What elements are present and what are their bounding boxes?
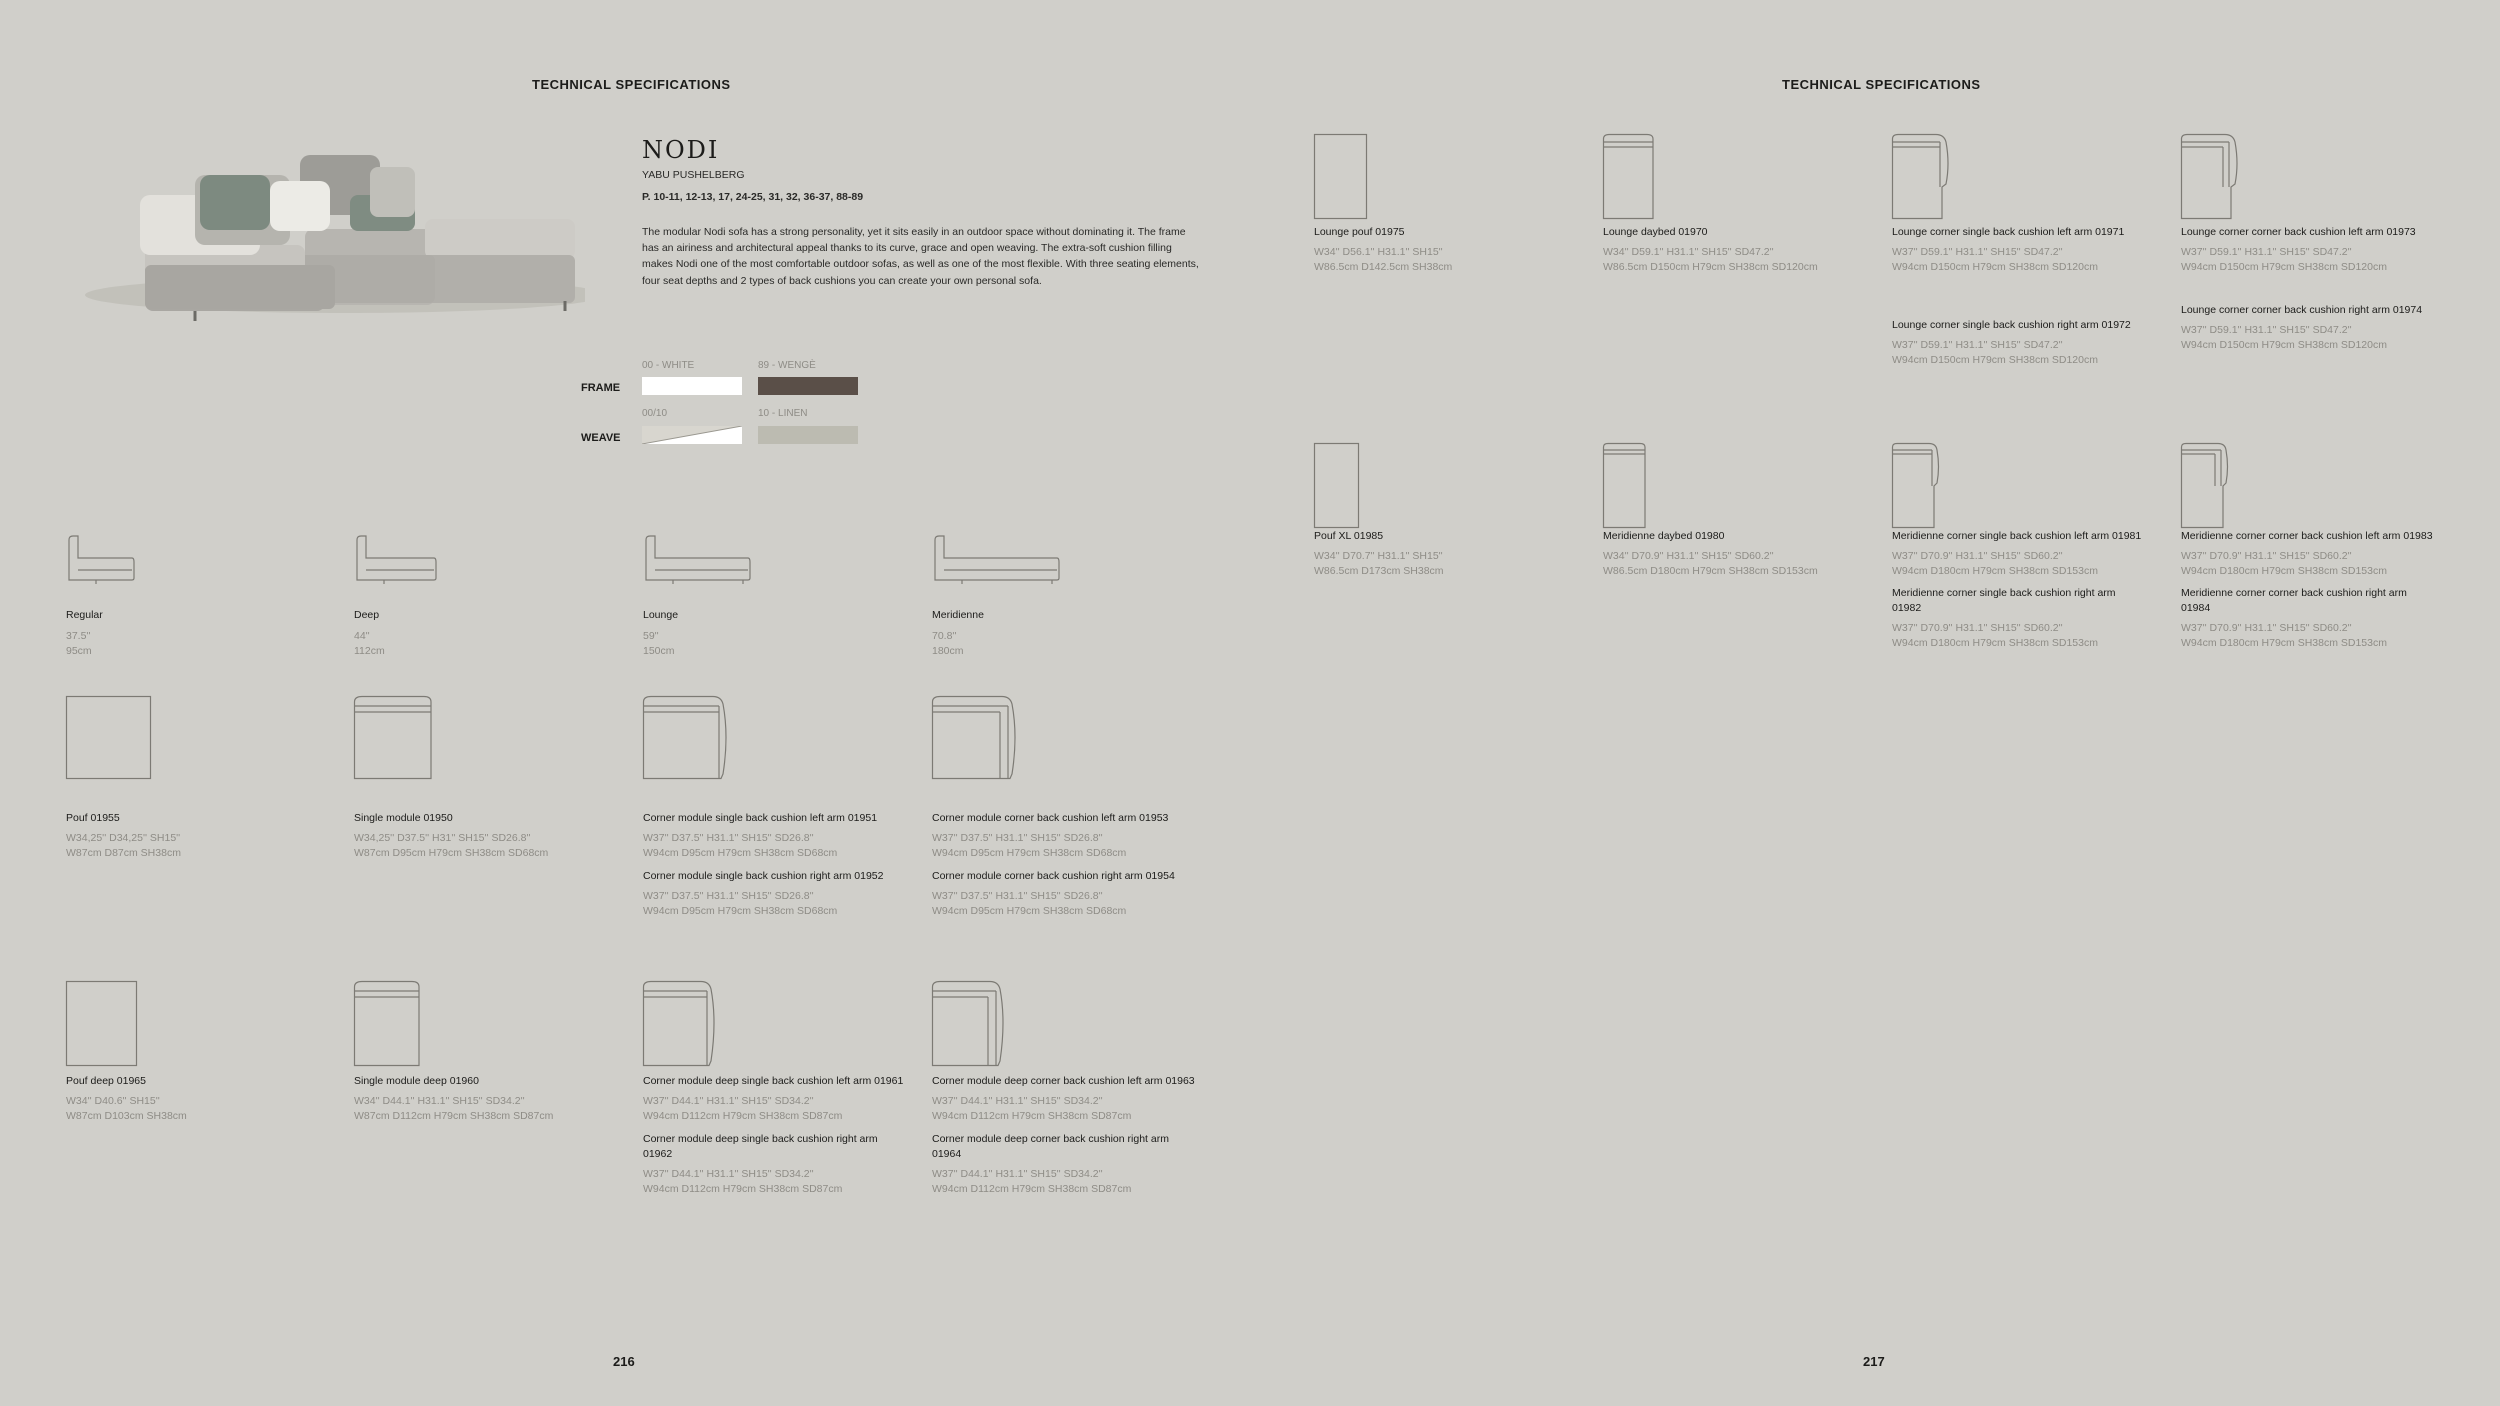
depth-meridienne: Meridienne 70.8'' 180cm: [932, 609, 984, 657]
weave-swatch-2-label: 10 - LINEN: [758, 408, 808, 419]
pouf-icon: [66, 696, 152, 780]
sofa-photo: [45, 145, 585, 325]
corner-module-01953-spec: Corner module corner back cushion left arm 01953 W37'' D37.5'' H31.1'' SH15'' SD26.8'' W94cm D95cm H79cm SH38cm SD68cm Corner module corner back cushion right arm 01954 W37'' D37.5'' H31.1'' SH15'' SD26.8'' W94cm D95cm H79cm SH38cm SD68cm: [932, 812, 1175, 917]
meridienne-corner-corner-left-icon: [2181, 443, 2233, 529]
depth-deep: Deep 44'' 112cm: [354, 609, 385, 657]
right-page-number: 217: [1863, 1354, 1885, 1369]
lounge-corner-corner-left-icon: [2181, 134, 2243, 220]
single-module-icon: [354, 696, 436, 780]
lounge-daybed-icon: [1603, 134, 1657, 220]
right-page-header: TECHNICAL SPECIFICATIONS: [1782, 77, 1981, 92]
depth-lounge: Lounge 59'' 150cm: [643, 609, 679, 657]
pouf-01955-spec: Pouf 01955 W34,25'' D34,25'' SH15'' W87cm D87cm SH38cm: [66, 812, 181, 859]
left-page-number: 216: [613, 1354, 635, 1369]
weave-label: WEAVE: [581, 432, 621, 444]
weave-swatch-1-label: 00/10: [642, 408, 668, 419]
meridienne-daybed-icon: [1603, 443, 1649, 529]
weave-swatch-linen: [758, 426, 858, 444]
pouf-xl-01985-spec: Pouf XL 01985 W34'' D70.7'' H31.1'' SH15'' W86.5cm D173cm SH38cm: [1314, 530, 1444, 577]
pouf-deep-01965-spec: Pouf deep 01965 W34'' D40.6'' SH15'' W87cm D103cm SH38cm: [66, 1075, 187, 1122]
lounge-corner-01973-spec: Lounge corner corner back cushion left arm 01973 W37'' D59.1'' H31.1'' SH15'' SD47.2'' W94cm D150cm H79cm SH38cm SD120cm Lounge corner corner back cushion right arm 01974 W37'' D59.1'' H31.1'' SH15'' SD47.2'' W94cm D150cm H79cm SH38cm SD120cm: [2181, 226, 2423, 351]
lounge-depth-icon: [643, 536, 753, 586]
corner-deep-corner-left-icon: [932, 981, 1014, 1067]
meridienne-corner-single-left-icon: [1892, 443, 1944, 529]
corner-module-deep-01961-spec: Corner module deep single back cushion left arm 01961 W37'' D44.1'' H31.1'' SH15'' SD34.2'' W94cm D112cm H79cm SH38cm SD87cm Corner module deep single back cushion right arm 01962 W37'' D44.1'' H31.1'' SH15'' SD34.2'' W94cm D112cm H79cm SH38cm SD87cm: [643, 1075, 904, 1195]
pouf-deep-icon: [66, 981, 140, 1067]
corner-single-left-icon: [643, 696, 735, 780]
weave-swatch-split: [642, 426, 742, 444]
deep-depth-icon: [354, 536, 439, 586]
lounge-pouf-icon: [1314, 134, 1370, 220]
corner-module-deep-01963-spec: Corner module deep corner back cushion left arm 01963 W37'' D44.1'' H31.1'' SH15'' SD34.2'' W94cm D112cm H79cm SH38cm SD87cm Corner module deep corner back cushion right arm 01964 W37'' D44.1'' H31.1'' SH15'' SD34.2'' W94cm D112cm H79cm SH38cm SD87cm: [932, 1075, 1195, 1195]
frame-swatch-2-label: 89 - WENGÈ: [758, 360, 816, 371]
lounge-pouf-01975-spec: Lounge pouf 01975 W34'' D56.1'' H31.1'' SH15'' W86.5cm D142.5cm SH38cm: [1314, 226, 1453, 273]
corner-module-01951-spec: Corner module single back cushion left arm 01951 W37'' D37.5'' H31.1'' SH15'' SD26.8'' W94cm D95cm H79cm SH38cm SD68cm Corner module single back cushion right arm 01952 W37'' D37.5'' H31.1'' SH15'' SD26.8'' W94cm D95cm H79cm SH38cm SD68cm: [643, 812, 884, 917]
depth-regular: Regular 37.5'' 95cm: [66, 609, 103, 657]
frame-label: FRAME: [581, 382, 621, 394]
corner-corner-left-icon: [932, 696, 1024, 780]
regular-depth-icon: [66, 536, 136, 586]
frame-swatch-wenge: [758, 377, 858, 395]
single-module-deep-icon: [354, 981, 424, 1067]
pouf-xl-icon: [1314, 443, 1362, 529]
single-module-deep-01960-spec: Single module deep 01960 W34'' D44.1'' H31.1'' SH15'' SD34.2'' W87cm D112cm H79cm SH38cm SD87cm: [354, 1075, 554, 1122]
left-page-header: TECHNICAL SPECIFICATIONS: [532, 77, 731, 92]
page-refs: P. 10-11, 12-13, 17, 24-25, 31, 32, 36-37, 88-89: [642, 191, 864, 203]
lounge-daybed-01970-spec: Lounge daybed 01970 W34'' D59.1'' H31.1'' SH15'' SD47.2'' W86.5cm D150cm H79cm SH38cm SD120cm: [1603, 226, 1818, 273]
meridienne-corner-01981-spec: Meridienne corner single back cushion left arm 01981 W37'' D70.9'' H31.1'' SH15'' SD60.2'' W94cm D180cm H79cm SH38cm SD153cm Meridienne corner single back cushion right arm 01982 W37'' D70.9'' H31.1'' SH15'' SD60.2'' W94cm D180cm H79cm SH38cm SD153cm: [1892, 530, 2142, 649]
single-module-01950-spec: Single module 01950 W34,25'' D37.5'' H31'' SH15'' SD26.8'' W87cm D95cm H79cm SH38cm SD68cm: [354, 812, 549, 859]
lounge-corner-single-left-icon: [1892, 134, 1954, 220]
frame-swatch-1-label: 00 - WHITE: [642, 360, 695, 371]
meridienne-daybed-01980-spec: Meridienne daybed 01980 W34'' D70.9'' H31.1'' SH15'' SD60.2'' W86.5cm D180cm H79cm SH38cm SD153cm: [1603, 530, 1818, 577]
product-name: NODI: [642, 136, 720, 164]
designer: YABU PUSHELBERG: [642, 169, 745, 181]
corner-deep-single-left-icon: [643, 981, 725, 1067]
lounge-corner-01971-spec: Lounge corner single back cushion left arm 01971 W37'' D59.1'' H31.1'' SH15'' SD47.2'' W94cm D150cm H79cm SH38cm SD120cm Lounge corner single back cushion right arm 01972 W37'' D59.1'' H31.1'' SH15'' SD47.2'' W94cm D150cm H79cm SH38cm SD120cm: [1892, 226, 2131, 366]
product-description: The modular Nodi sofa has a strong personality, yet it sits easily in an outdoor space without dominating it. The frame has an airiness and architectural appeal thanks to its curve, grace and open weaving. The extra-soft cushion filling makes Nodi one of the most comfortable outdoor sofas, as well as one of the most flexible. With three seating elements, four seat depths and 2 types of back cushions you can create your own personal sofa.: [642, 226, 1199, 287]
frame-swatch-white: [642, 377, 742, 395]
meridienne-depth-icon: [932, 536, 1062, 586]
meridienne-corner-01983-spec: Meridienne corner corner back cushion left arm 01983 W37'' D70.9'' H31.1'' SH15'' SD60.2'' W94cm D180cm H79cm SH38cm SD153cm Meridienne corner corner back cushion right arm 01984 W37'' D70.9'' H31.1'' SH15'' SD60.2'' W94cm D180cm H79cm SH38cm SD153cm: [2181, 530, 2433, 649]
